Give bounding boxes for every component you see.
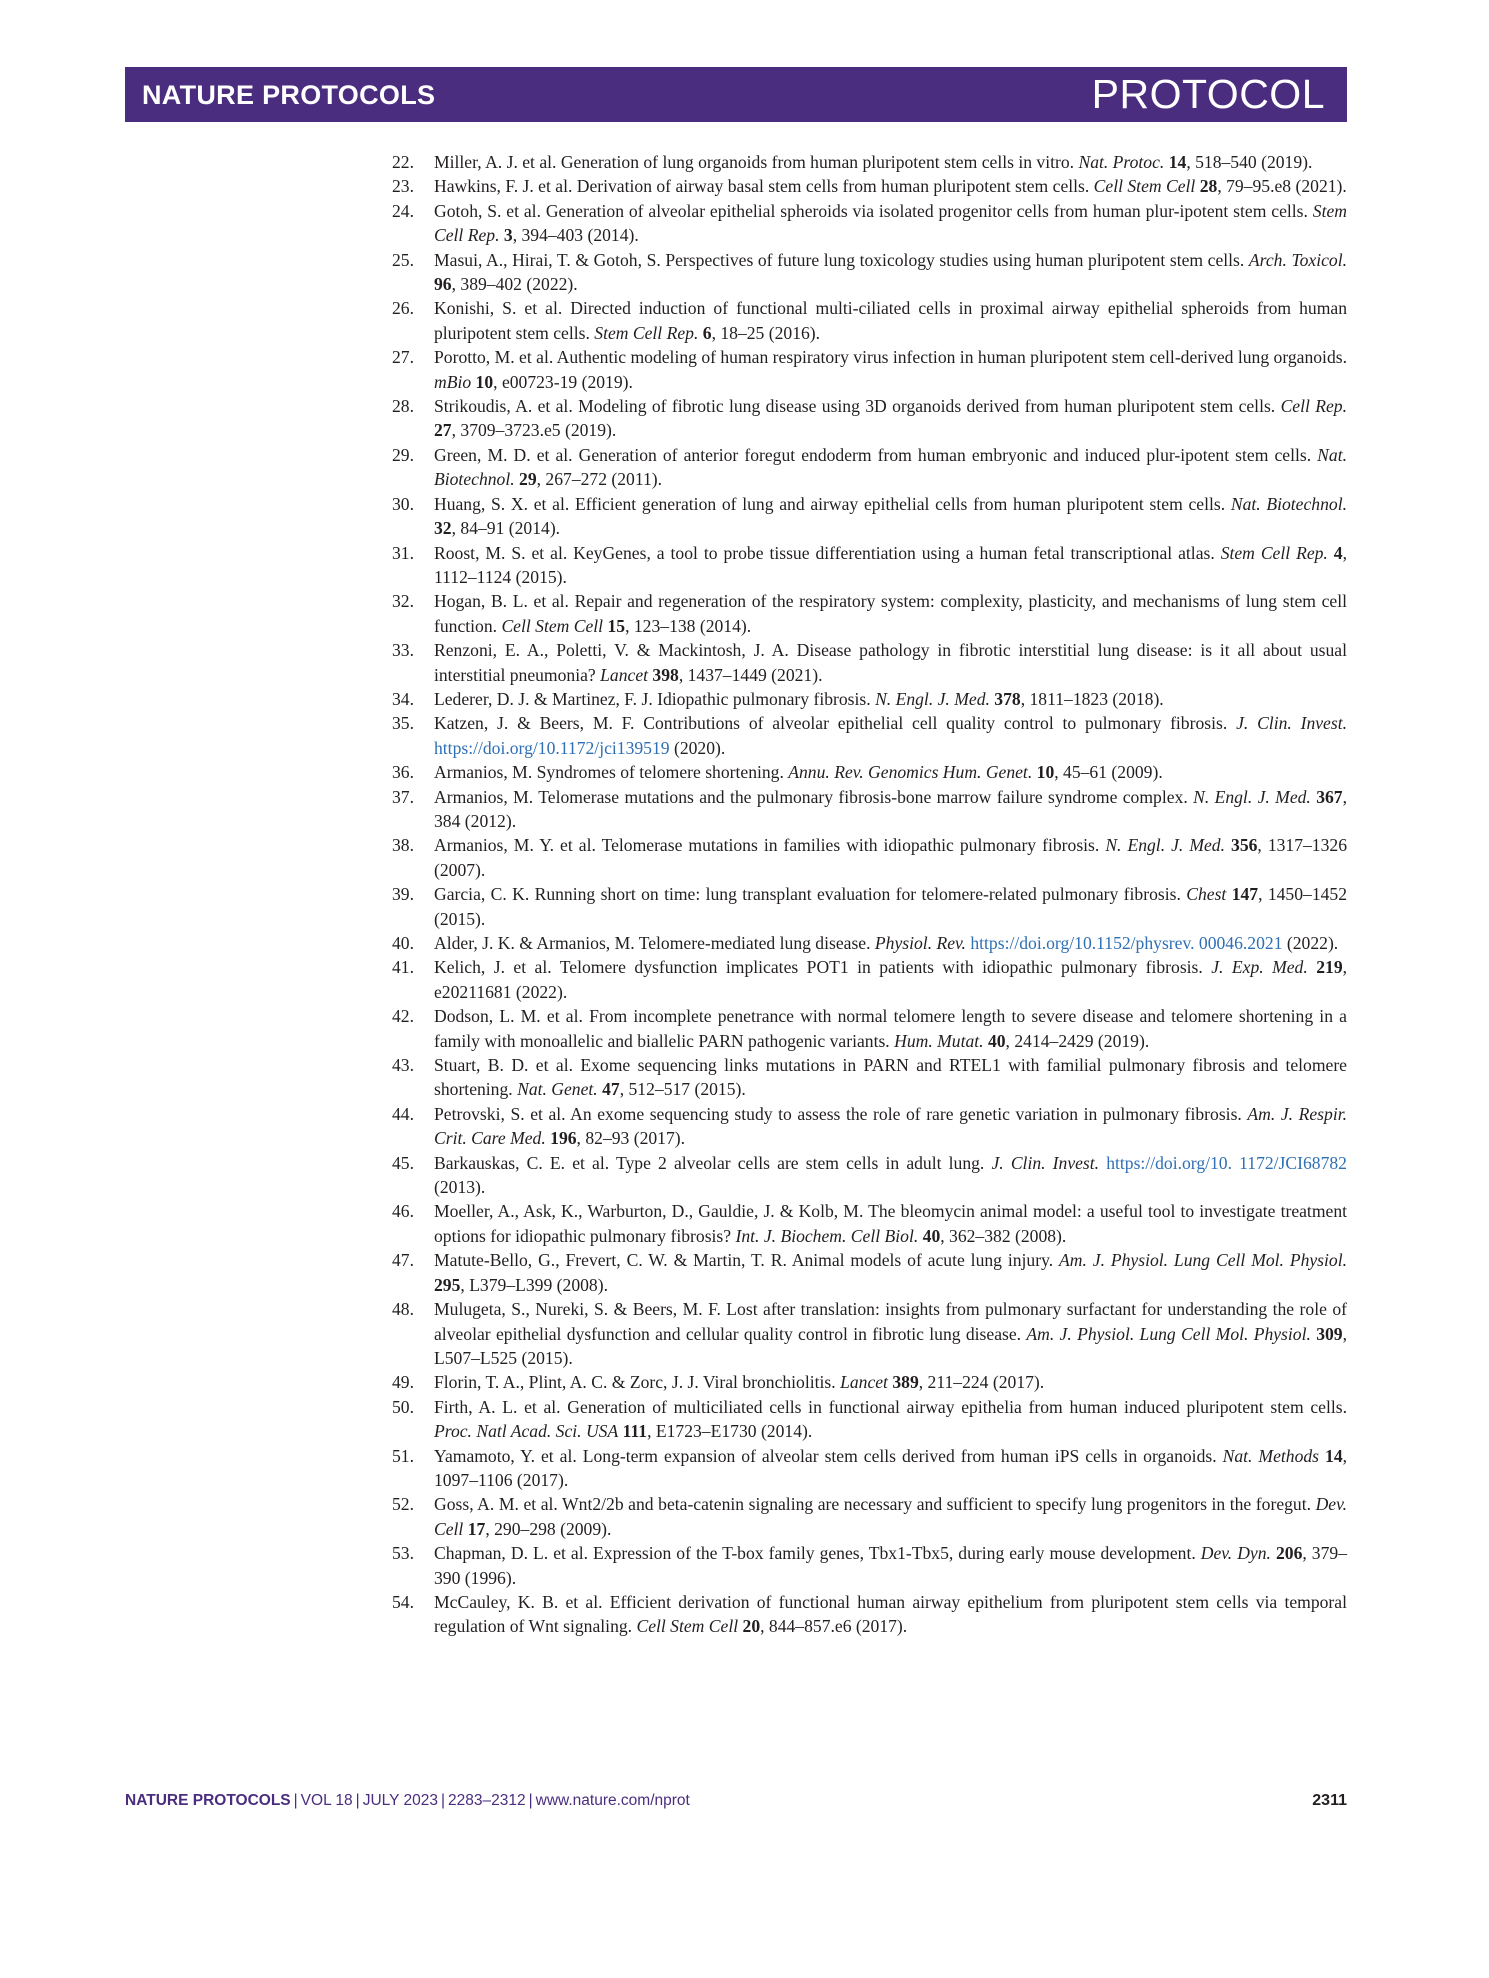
reference-item — [392, 1541, 1347, 1590]
reference-item — [392, 1395, 1347, 1444]
reference-item — [392, 882, 1347, 931]
reference-number: 49. — [392, 1372, 414, 1393]
reference-item — [392, 1004, 1347, 1053]
reference-text: Huang, S. X. et al. Efficient generation of lung and airway epithelial cells from human pluripotent stem cells. Nat. Biotechnol. 32, 84–91 (2014). — [434, 493, 1347, 539]
journal-name: NATURE PROTOCOLS — [142, 80, 436, 110]
reference-item — [392, 199, 1347, 248]
reference-text: Green, M. D. et al. Generation of anterior foregut endoderm from human embryonic and induced plur-ipotent stem cells. Nat. Biotechnol. 29, 267–272 (2011). — [434, 444, 1347, 490]
reference-text: Porotto, M. et al. Authentic modeling of human respiratory virus infection in human pluripotent stem cell-derived lung organoids. mBio 10, e00723-19 (2019). — [434, 347, 1347, 392]
reference-text: Hogan, B. L. et al. Repair and regeneration of the respiratory system: complexity, plasticity, and mechanisms of lung stem cell function. Cell Stem Cell 15, 123–138 (2014). — [434, 591, 1347, 636]
reference-number: 40. — [392, 933, 414, 953]
reference-text: Mulugeta, S., Nureki, S. & Beers, M. F. Lost after translation: insights from pulmonary surfactant for understanding the role of alveolar epithelial dysfunction and cellular quality control in fibrotic lung disease. Am. J. Physiol. Lung Cell Mol. Physiol. 309, L507–L525 (2015). — [434, 1299, 1347, 1368]
reference-number: 45. — [392, 1152, 414, 1173]
footer-journal: NATURE PROTOCOLS — [125, 1792, 291, 1809]
reference-number: 52. — [392, 1494, 414, 1515]
reference-number: 48. — [392, 1299, 414, 1320]
reference-number: 25. — [392, 249, 414, 270]
reference-item — [392, 687, 1347, 711]
reference-number: 27. — [392, 347, 414, 368]
page-number: 2311 — [1312, 1792, 1347, 1809]
reference-item — [392, 785, 1347, 834]
reference-item — [392, 711, 1347, 760]
reference-item — [392, 589, 1347, 638]
reference-number: 46. — [392, 1201, 414, 1222]
footer-volume: VOL 18 — [300, 1792, 353, 1809]
reference-item — [392, 492, 1347, 541]
reference-item — [392, 150, 1347, 174]
reference-number: 22. — [392, 152, 414, 172]
reference-text: Moeller, A., Ask, K., Warburton, D., Gauldie, J. & Kolb, M. The bleomycin animal model: a useful tool to investigate treatment options for idiopathic pulmonary fibrosis? Int. J. Biochem. Cell Biol. 40, 362–382 (2008). — [434, 1201, 1347, 1246]
reference-item — [392, 1444, 1347, 1493]
reference-number: 35. — [392, 713, 414, 734]
reference-item — [392, 955, 1347, 1004]
footer-url[interactable]: www.nature.com/nprot — [535, 1792, 690, 1809]
reference-number: 38. — [392, 835, 414, 856]
reference-number: 50. — [392, 1396, 414, 1417]
reference-item — [392, 1370, 1347, 1394]
page-header — [125, 67, 1347, 122]
reference-item — [392, 1151, 1347, 1200]
reference-text: Katzen, J. & Beers, M. F. Contributions of alveolar epithelial cell quality control to pulmonary fibrosis. J. Clin. Invest. https://doi.org/10.1172/jci139519 (2020). — [434, 713, 1347, 758]
reference-number: 54. — [392, 1591, 414, 1612]
reference-number: 24. — [392, 200, 414, 221]
reference-number: 23. — [392, 176, 414, 197]
reference-text: McCauley, K. B. et al. Efficient derivation of functional human airway epithelium from pluripotent stem cells via temporal regulation of Wnt signaling. Cell Stem Cell 20, 844–857.e6 (2017). — [434, 1591, 1347, 1637]
reference-item — [392, 1199, 1347, 1248]
reference-text: Roost, M. S. et al. KeyGenes, a tool to probe tissue differentiation using a human fetal transcriptional atlas. Stem Cell Rep. 4, 1112–1124 (2015). — [434, 542, 1347, 587]
reference-item — [392, 833, 1347, 882]
reference-number: 41. — [392, 957, 414, 978]
reference-number: 47. — [392, 1250, 414, 1271]
reference-number: 26. — [392, 298, 414, 319]
doi-link[interactable]: https://doi.org/10.1152/physrev. 00046.2021 — [970, 933, 1283, 953]
reference-text: Barkauskas, C. E. et al. Type 2 alveolar cells are stem cells in adult lung. J. Clin. Invest. https://doi.org/10. 1172/JCI68782 (2013). — [434, 1152, 1347, 1198]
reference-text: Masui, A., Hirai, T. & Gotoh, S. Perspectives of future lung toxicology studies using human pluripotent stem cells. Arch. Toxicol. 96, 389–402 (2022). — [434, 249, 1347, 295]
reference-number: 53. — [392, 1543, 414, 1564]
reference-text: Yamamoto, Y. et al. Long-term expansion of alveolar stem cells derived from human iPS cells in organoids. Nat. Methods 14, 1097–1106 (2017). — [434, 1445, 1348, 1490]
reference-item — [392, 443, 1347, 492]
reference-text: Matute-Bello, G., Frevert, C. W. & Martin, T. R. Animal models of acute lung injury. Am. J. Physiol. Lung Cell Mol. Physiol. 295, L379–L399 (2008). — [434, 1250, 1347, 1295]
reference-item — [392, 1590, 1347, 1639]
reference-item — [392, 174, 1347, 198]
reference-text: Strikoudis, A. et al. Modeling of fibrotic lung disease using 3D organoids derived from human pluripotent stem cells. Cell Rep. 27, 3709–3723.e5 (2019). — [434, 396, 1347, 441]
reference-number: 37. — [392, 786, 414, 807]
reference-text: Firth, A. L. et al. Generation of multiciliated cells in functional airway epithelia from human induced pluripotent stem cells. Proc. Natl Acad. Sci. USA 111, E1723–E1730 (2014). — [434, 1396, 1347, 1442]
reference-item — [392, 931, 1347, 955]
reference-text: Armanios, M. Syndromes of telomere shortening. Annu. Rev. Genomics Hum. Genet. 10, 45–61 (2009). — [434, 762, 1163, 783]
reference-item — [392, 1248, 1347, 1297]
reference-text: Hawkins, F. J. et al. Derivation of airway basal stem cells from human pluripotent stem cells. Cell Stem Cell 28, 79–95.e8 (2021). — [434, 176, 1347, 197]
reference-text: Gotoh, S. et al. Generation of alveolar epithelial spheroids via isolated progenitor cells from human plur-ipotent stem cells. Stem Cell Rep. 3, 394–403 (2014). — [434, 200, 1347, 246]
reference-item — [392, 1053, 1347, 1102]
reference-number: 42. — [392, 1006, 414, 1027]
reference-number: 29. — [392, 444, 414, 465]
reference-list — [392, 150, 1347, 1639]
reference-item — [392, 1297, 1347, 1370]
reference-number: 32. — [392, 591, 414, 612]
reference-item — [392, 760, 1347, 784]
reference-text: Petrovski, S. et al. An exome sequencing study to assess the role of rare genetic variation in pulmonary fibrosis. Am. J. Respir. Crit. Care Med. 196, 82–93 (2017). — [434, 1103, 1347, 1149]
reference-text: Garcia, C. K. Running short on time: lung transplant evaluation for telomere-related pulmonary fibrosis. Chest 147, 1450–1452 (2015). — [434, 884, 1348, 929]
reference-number: 28. — [392, 396, 414, 417]
reference-text: Lederer, D. J. & Martinez, F. J. Idiopathic pulmonary fibrosis. N. Engl. J. Med. 378, 1811–1823 (2018). — [434, 688, 1164, 709]
reference-number: 39. — [392, 884, 414, 905]
reference-text: Florin, T. A., Plint, A. C. & Zorc, J. J. Viral bronchiolitis. Lancet 389, 211–224 (2017). — [434, 1372, 1045, 1393]
reference-text: Armanios, M. Telomerase mutations and the pulmonary fibrosis-bone marrow failure syndrome complex. N. Engl. J. Med. 367, 384 (2012). — [434, 786, 1347, 831]
reference-text: Stuart, B. D. et al. Exome sequencing links mutations in PARN and RTEL1 with familial pulmonary fibrosis and telomere shortening. Nat. Genet. 47, 512–517 (2015). — [434, 1055, 1347, 1100]
reference-item — [392, 638, 1347, 687]
footer-date: JULY 2023 — [362, 1792, 438, 1809]
page-footer: NATURE PROTOCOLS | VOL 18 | JULY 2023 | 2283–2312 | www.nature.com/nprot 2311 — [125, 1792, 1347, 1809]
reference-item — [392, 248, 1347, 297]
doi-link[interactable]: https://doi.org/10. 1172/JCI68782 — [1106, 1152, 1347, 1173]
reference-text: Alder, J. K. & Armanios, M. Telomere-mediated lung disease. Physiol. Rev. https://doi.org/10.1152/physrev. 00046.2021 (2022). — [434, 933, 1339, 953]
reference-text: Dodson, L. M. et al. From incomplete penetrance with normal telomere length to severe disease and telomere shortening in a family with monoallelic and biallelic PARN pathogenic variants. Hum. Mutat. 40, 2414–2429 (2019). — [434, 1006, 1347, 1051]
reference-number: 51. — [392, 1445, 414, 1466]
reference-item — [392, 296, 1347, 345]
footer-pages: 2283–2312 — [448, 1792, 526, 1809]
reference-number: 43. — [392, 1055, 414, 1076]
reference-number: 36. — [392, 762, 414, 783]
article-type: PROTOCOL — [1091, 71, 1325, 117]
reference-item — [392, 1102, 1347, 1151]
reference-text: Konishi, S. et al. Directed induction of functional multi-ciliated cells in proximal airway epithelial spheroids from human pluripotent stem cells. Stem Cell Rep. 6, 18–25 (2016). — [434, 298, 1347, 343]
reference-text: Chapman, D. L. et al. Expression of the T-box family genes, Tbx1-Tbx5, during early mouse development. Dev. Dyn. 206, 379–390 (1996). — [434, 1543, 1347, 1588]
reference-text: Renzoni, E. A., Poletti, V. & Mackintosh, J. A. Disease pathology in fibrotic interstitial lung disease: is it all about usual interstitial pneumonia? Lancet 398, 1437–1449 (2021). — [434, 640, 1347, 685]
reference-text: Goss, A. M. et al. Wnt2/2b and beta-catenin signaling are necessary and sufficient to specify lung progenitors in the foregut. Dev. Cell 17, 290–298 (2009). — [434, 1494, 1347, 1539]
doi-link[interactable]: https://doi.org/10.1172/jci139519 — [434, 737, 670, 758]
reference-number: 30. — [392, 493, 414, 514]
reference-number: 31. — [392, 542, 414, 563]
reference-item — [392, 541, 1347, 590]
reference-number: 44. — [392, 1103, 414, 1124]
reference-number: 34. — [392, 688, 414, 709]
reference-item — [392, 394, 1347, 443]
reference-text: Armanios, M. Y. et al. Telomerase mutations in families with idiopathic pulmonary fibrosis. N. Engl. J. Med. 356, 1317–1326 (2007). — [434, 835, 1347, 880]
reference-number: 33. — [392, 640, 414, 661]
reference-text: Kelich, J. et al. Telomere dysfunction implicates POT1 in patients with idiopathic pulmonary fibrosis. J. Exp. Med. 219, e20211681 (2022). — [434, 957, 1348, 1002]
reference-item — [392, 345, 1347, 394]
reference-item — [392, 1492, 1347, 1541]
reference-text: Miller, A. J. et al. Generation of lung organoids from human pluripotent stem cells in vitro. Nat. Protoc. 14, 518–540 (2019). — [434, 152, 1313, 172]
